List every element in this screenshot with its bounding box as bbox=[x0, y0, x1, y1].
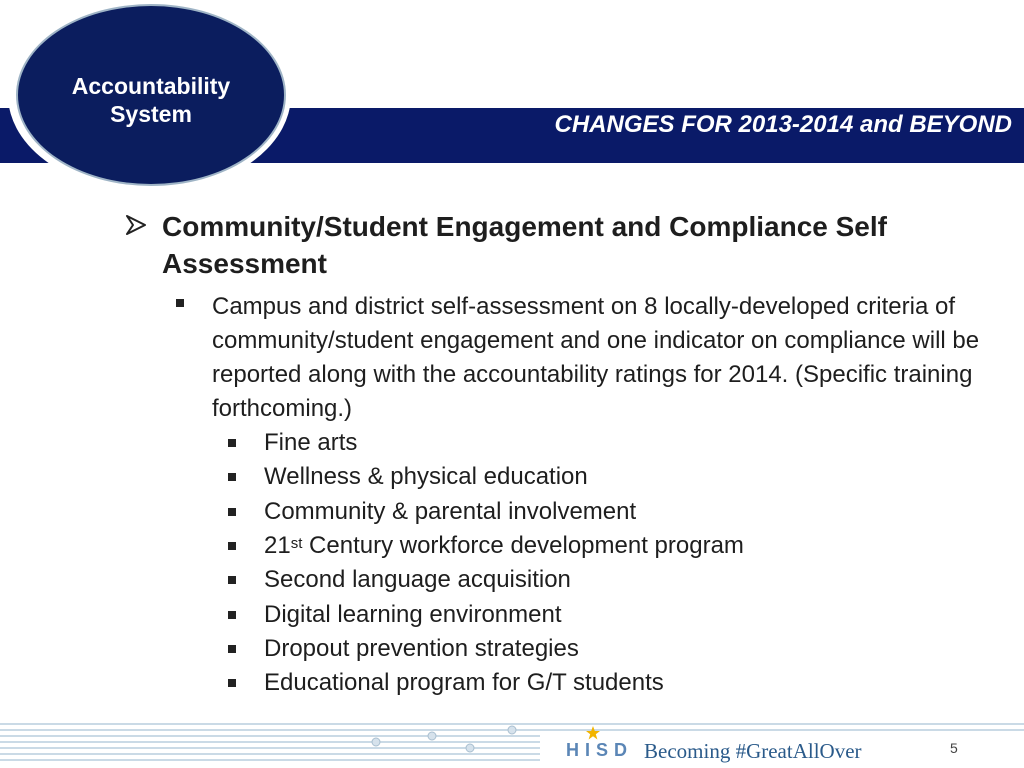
slide-title: CHANGES FOR 2013-2014 and BEYOND bbox=[554, 111, 1012, 138]
square-bullet-icon bbox=[228, 508, 236, 516]
section-badge-label bbox=[16, 72, 286, 128]
square-bullet-icon bbox=[228, 576, 236, 584]
square-bullet-icon bbox=[228, 679, 236, 687]
description-text: Campus and district self-assessment on 8 locally-developed criteria of community/student engagement and one indicator on compliance will be reported along with the accountability ratings for 2014. (Specific training forthcoming.) bbox=[212, 293, 980, 422]
criteria-item: Educational program for G/T students bbox=[264, 669, 664, 697]
criteria-item: Fine arts bbox=[264, 429, 358, 456]
page-number: 5 bbox=[950, 740, 958, 756]
footer-tagline: Becoming #GreatAllOver bbox=[644, 739, 862, 763]
criteria-item: Digital learning environment bbox=[264, 600, 562, 628]
square-bullet-icon bbox=[176, 299, 184, 307]
square-bullet-icon bbox=[228, 645, 236, 653]
criteria-item: Second language acquisition bbox=[264, 566, 571, 594]
arrow-bullet-icon bbox=[124, 213, 148, 237]
criteria-item: 21st Century workforce development program bbox=[264, 531, 744, 559]
footer-decoration bbox=[0, 718, 1024, 764]
section-badge-line-1: Accountability bbox=[71, 73, 231, 99]
criteria-item: Dropout prevention strategies bbox=[264, 634, 579, 662]
criteria-item: Community & parental involvement bbox=[264, 497, 637, 525]
square-bullet-icon bbox=[228, 611, 236, 619]
section-badge-line-2: System bbox=[110, 101, 192, 127]
hisd-logo: HISD bbox=[566, 740, 634, 760]
square-bullet-icon bbox=[228, 473, 236, 481]
criteria-item: Wellness & physical education bbox=[264, 463, 588, 491]
section-heading: Community/Student Engagement and Compliance Self Assessment bbox=[162, 211, 887, 279]
square-bullet-icon bbox=[228, 439, 236, 447]
square-bullet-icon bbox=[228, 542, 236, 550]
